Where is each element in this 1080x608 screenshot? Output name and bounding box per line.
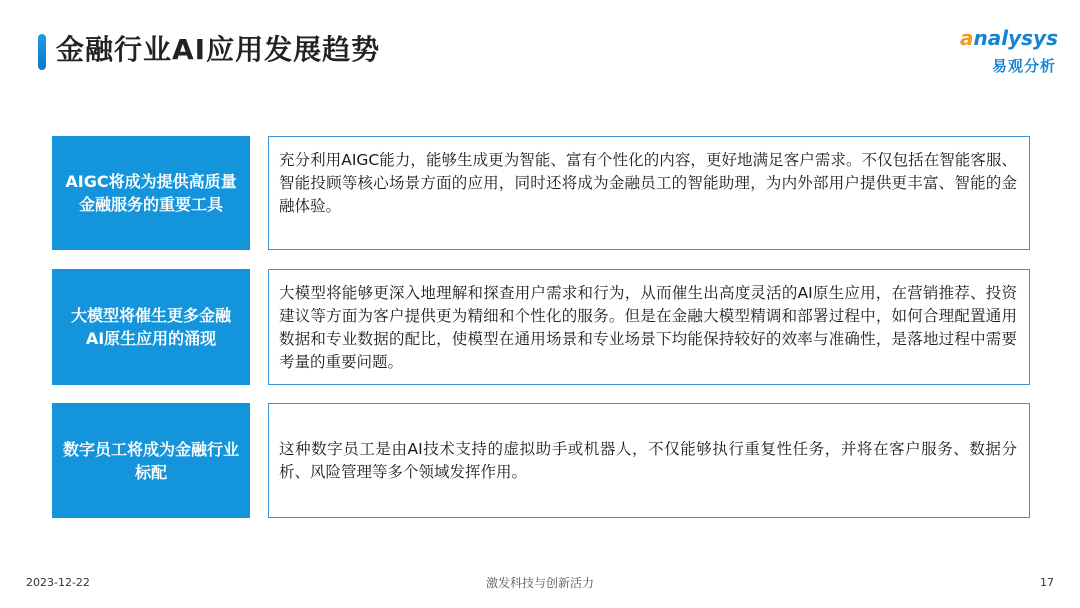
footer-slogan: 激发科技与创新活力 <box>485 576 594 590</box>
trend-row-aigc <box>52 136 1030 250</box>
trend-content-box <box>268 403 1030 518</box>
trend-content: 充分利用AIGC能力，能够生成更为智能、富有个性化的内容，更好地满足客户需求。不仅包括在智能客服、智能投顾等核心场景方面的应用，同时还将成为金融员工的智能助理，为内外部用户提供更丰富、智能的金融体验。 <box>279 151 1017 215</box>
trend-label: 大模型将催生更多金融AI原生应用的涌现 <box>70 306 231 348</box>
trend-row-digital-employee <box>52 403 1030 518</box>
footer-date: 2023-12-22 <box>26 576 90 589</box>
logo-wordmark-first-letter: a <box>960 26 974 50</box>
trend-label-box <box>52 403 250 518</box>
trend-label-box <box>52 269 250 385</box>
page-number: 17 <box>1040 576 1054 589</box>
trend-label-box <box>52 136 250 250</box>
logo-wordmark-rest: nalysys <box>973 26 1058 50</box>
trend-label: 数字员工将成为金融行业标配 <box>62 439 239 482</box>
logo-subtitle: 易观分析 <box>991 57 1056 75</box>
title-accent-bar <box>38 34 46 70</box>
logo-wordmark <box>960 26 1058 50</box>
analysys-logo <box>958 22 1058 82</box>
page-title: 金融行业AI应用发展趋势 <box>56 33 381 66</box>
trend-content-box <box>268 136 1030 250</box>
trend-content: 大模型将能够更深入地理解和探查用户需求和行为，从而催生出高度灵活的AI原生应用，在营销推荐、投资建议等方面为客户提供更为精细和个性化的服务。但是在金融大模型精调和部署过程中，如何合理配置通用数据和专业数据的配比，使模型在通用场景和专业场景下均能保持较好的效率与准确性，是落地过程中需要考量的重要问题。 <box>279 284 1017 371</box>
trend-content: 这种数字员工是由AI技术支持的虚拟助手或机器人，不仅能够执行重复性任务，并将在客户服务、数据分析、风险管理等多个领域发挥作用。 <box>279 440 1017 481</box>
trend-label: AIGC将成为提供高质量金融服务的重要工具 <box>65 172 237 214</box>
trend-content-box <box>268 269 1030 385</box>
trend-row-large-model <box>52 269 1030 385</box>
